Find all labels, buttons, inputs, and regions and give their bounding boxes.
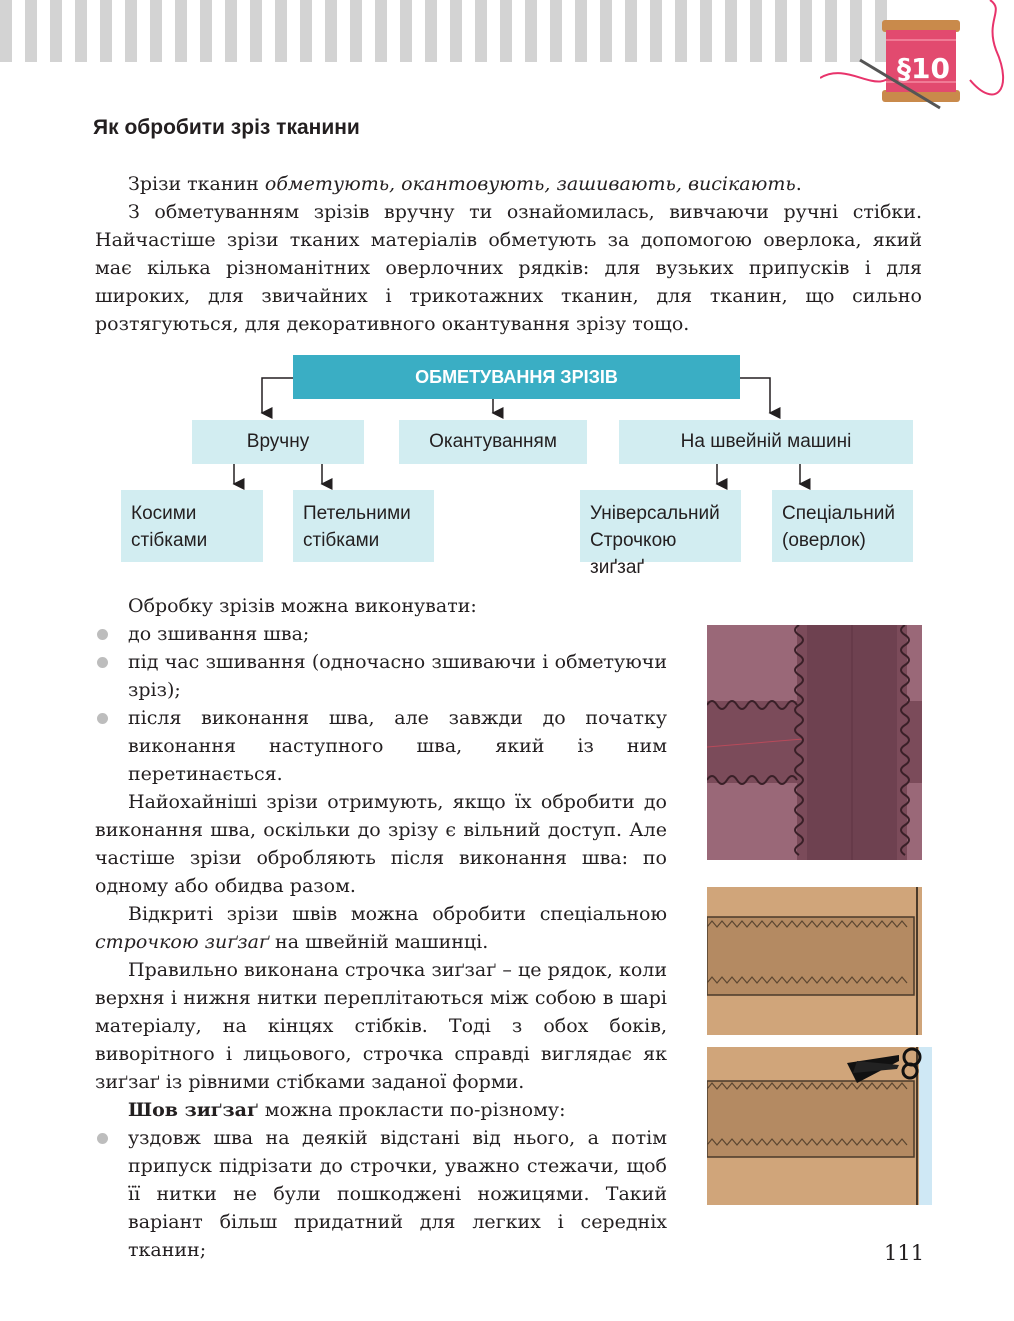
paragraph-correct: Правильно виконана строчка зиґзаґ – це рядок, коли верхня і нижня нитки переплітаються між собою в шарі матеріалу, на кінцях стібків. Тоді з обох боків, виворітного і лицьового, строчка справді виглядає як зиґзаґ із рівними стібками заданої форми. xyxy=(95,959,667,1093)
paragraph-open: Відкриті зрізи швів можна обробити спеціальною строчкою зиґзаґ на швейній машинці. xyxy=(95,903,667,953)
diagram-box-binding: Окантуванням xyxy=(399,420,587,464)
diagram-main-box: ОБМЕТУВАННЯ ЗРІЗІВ xyxy=(293,355,740,399)
page-number: 111 xyxy=(884,1241,925,1265)
zigzag-seam-photo xyxy=(707,887,922,1035)
header-stripes xyxy=(0,0,900,62)
overlock-seam-photo xyxy=(707,625,922,860)
list-item: до зшивання шва; xyxy=(95,620,667,648)
diagram-box-special: Спеціальний (оверлок) xyxy=(772,490,913,562)
intro-paragraphs xyxy=(95,170,922,338)
diagram-box-machine: На швейній машині xyxy=(619,420,913,464)
list-item: уздовж шва на деякій відстані від нього, а потім припуск підрізати до строчки, уважно стежачи, щоб її нитки не були пошкоджені ножицями. Такий варіант більш придатний для легких і середніх тканин; xyxy=(95,1124,667,1264)
intro-p2: З обметуванням зрізів вручну ти ознайомилась, вивчаючи ручні стібки. Найчастіше зрізи тканих матеріалів обметують за допомогою оверлока, який має кілька різноманітних оверлочних рядків: для вузьких припусків і для широких, для звичайних і трикотажних тканин, для тканин, що сильно розтягуються, для декоративного окантування зрізу тощо. xyxy=(95,201,922,335)
trimming-seam-photo xyxy=(707,1047,932,1205)
paragraph-best: Найохайніші зрізи отримують, якщо їх обробити до виконання шва, оскільки до зрізу є вільний доступ. Але частіше зрізи обробляють після виконання шва: по одному або обидва разом. xyxy=(95,791,667,897)
diagram-box-slanted: Косими стібками xyxy=(121,490,263,562)
paragraph-shov: Шов зиґзаґ можна прокласти по-різному: xyxy=(128,1099,566,1121)
list-item: під час зшивання (одночасно зшиваючи і обметуючи зріз); xyxy=(95,648,667,704)
section-number: §10 xyxy=(897,52,950,85)
diagram-box-manual: Вручну xyxy=(192,420,364,464)
intro-p1: Зрізи тканин обметують, окантовують, зашивають, висікають. xyxy=(128,173,802,195)
processing-intro: Обробку зрізів можна виконувати: xyxy=(128,595,477,617)
body-column xyxy=(95,592,667,1264)
section-heading: Як обробити зріз тканини xyxy=(93,116,360,139)
diagram-box-buttonhole: Петельними стібками xyxy=(293,490,434,562)
list-item: після виконання шва, але завжди до початку виконання наступного шва, який із ним перетинається. xyxy=(95,704,667,788)
diagram-box-universal: Універсальний Строчкою зиґзаґ xyxy=(580,490,741,562)
